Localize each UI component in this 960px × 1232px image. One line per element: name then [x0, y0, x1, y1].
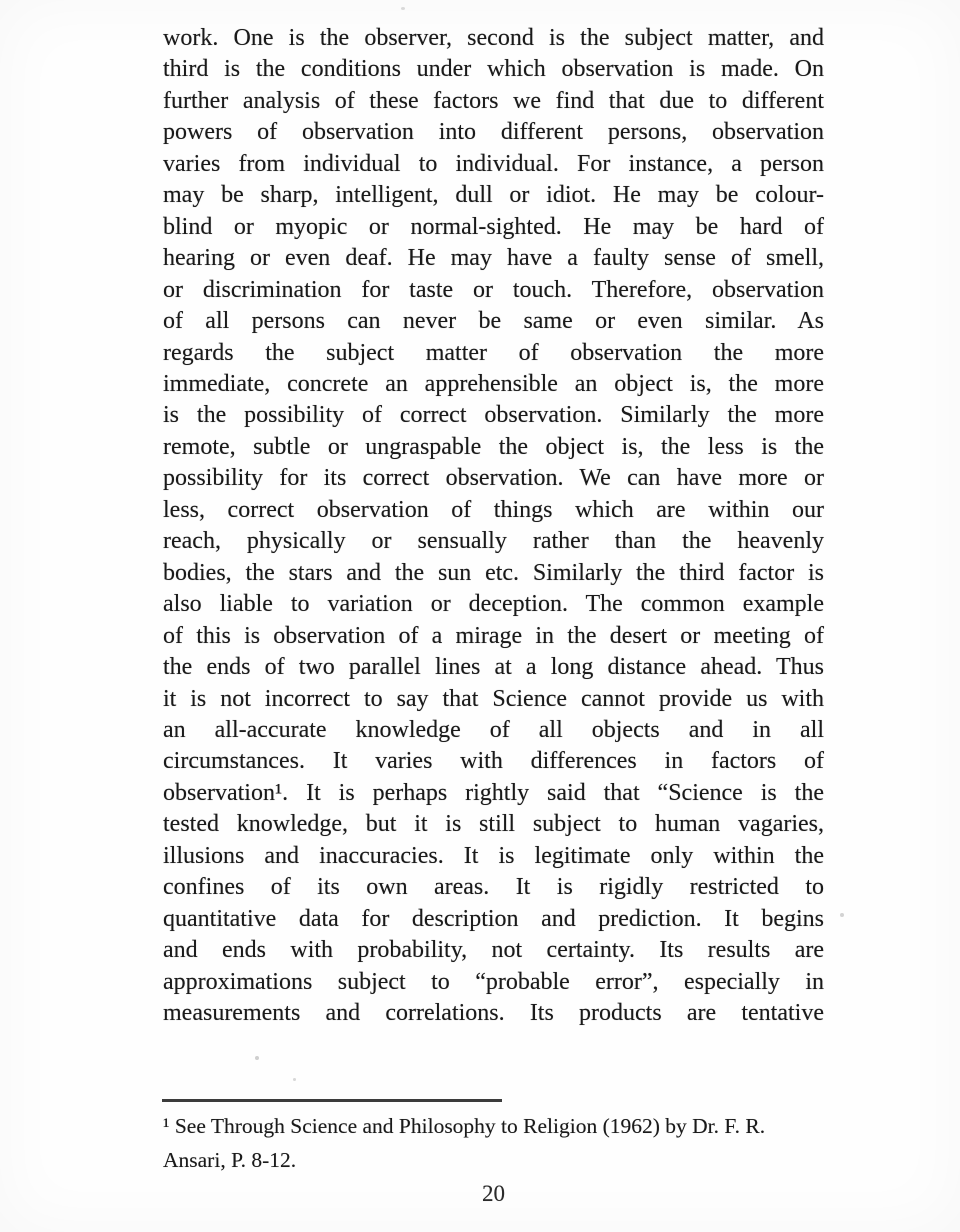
body-text-line: possibility for its correct observation. We can have more or: [163, 465, 824, 492]
body-text-line: or discrimination for taste or touch. Therefore, observation: [163, 276, 824, 303]
body-text-line: third is the conditions under which observation is made. On: [163, 56, 824, 83]
body-text-line: remote, subtle or ungraspable the object is, the less is the: [163, 433, 824, 460]
body-text-line: further analysis of these factors we find that due to different: [163, 87, 824, 114]
body-text-line: confines of its own areas. It is rigidly restricted to: [163, 874, 824, 901]
body-text-line: it is not incorrect to say that Science cannot provide us with: [163, 685, 824, 712]
body-text-line: also liable to variation or deception. The common example: [163, 591, 824, 618]
body-text-line: work. One is the observer, second is the subject matter, and: [163, 25, 824, 51]
body-text-line: hearing or even deaf. He may have a faulty sense of smell,: [163, 245, 824, 272]
body-text-line: regards the subject matter of observation the more: [163, 339, 824, 366]
body-text-line: may be sharp, intelligent, dull or idiot. He may be colour-: [163, 182, 824, 209]
footnote: [163, 1110, 824, 1177]
body-text-line: an all-accurate knowledge of all objects and in all: [163, 716, 824, 743]
scan-speck: [401, 7, 405, 10]
body-text-line: measurements and correlations. Its products are tentative: [163, 1000, 824, 1027]
body-text-line: the ends of two parallel lines at a long distance ahead. Thus: [163, 654, 824, 681]
body-text-line: bodies, the stars and the sun etc. Similarly the third factor is: [163, 559, 824, 586]
body-text-line: circumstances. It varies with differences in factors of: [163, 748, 824, 775]
body-text-line: of all persons can never be same or even similar. As: [163, 308, 824, 335]
scan-speck: [293, 1078, 296, 1081]
body-text-line: reach, physically or sensually rather than the heavenly: [163, 528, 824, 555]
footnote-line: ¹ See Through Science and Philosophy to Religion (1962) by Dr. F. R.: [163, 1114, 766, 1138]
body-text-line: illusions and inaccuracies. It is legitimate only within the: [163, 842, 824, 869]
scan-speck: [255, 1056, 259, 1060]
body-text-line: powers of observation into different persons, observation: [163, 119, 824, 146]
body-text-line: tested knowledge, but it is still subject to human vagaries,: [163, 811, 824, 838]
body-text-line: approximations subject to “probable error”, especially in: [163, 968, 824, 995]
footnote-line: Ansari, P. 8-12.: [163, 1147, 297, 1172]
footnote-divider-rule: [162, 1099, 502, 1102]
body-text-line: observation¹. It is perhaps rightly said that “Science is the: [163, 779, 824, 806]
body-text-line: varies from individual to individual. For instance, a person: [163, 150, 824, 177]
body-text-line: less, correct observation of things which are within our: [163, 496, 824, 523]
body-text: [163, 23, 824, 1030]
body-text-line: blind or myopic or normal-sighted. He may be hard of: [163, 213, 824, 240]
body-text-line: immediate, concrete an apprehensible an object is, the more: [163, 370, 824, 397]
body-text-line: is the possibility of correct observation. Similarly the more: [163, 402, 824, 429]
page-number: 20: [482, 1181, 505, 1206]
body-text-line: and ends with probability, not certainty. Its results are: [163, 937, 824, 964]
body-text-line: of this is observation of a mirage in the desert or meeting of: [163, 622, 824, 649]
body-text-line: quantitative data for description and prediction. It begins: [163, 905, 824, 932]
scan-speck: [840, 913, 844, 917]
